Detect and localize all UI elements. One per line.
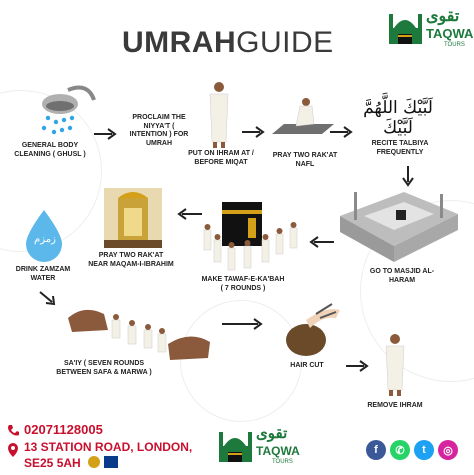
location-pin-icon <box>6 442 20 458</box>
step-zamzam-label: DRINK ZAMZAM WATER <box>15 266 71 282</box>
phone-icon <box>6 424 20 438</box>
twitter-icon[interactable]: t <box>414 440 434 460</box>
maqam-ibrahim-image <box>104 188 162 248</box>
arrow-left-icon <box>308 236 334 248</box>
arrow-right-icon <box>94 128 120 140</box>
logo-sub: TOURS <box>444 42 465 48</box>
step-ihram-label: PUT ON IHRAM AT / BEFORE MIQAT <box>188 150 254 166</box>
step-niyyat-label: PROCLAIM THE NIYYA'T ( INTENTION ) FOR UMRAH <box>129 114 189 147</box>
arrow-left-icon <box>176 208 202 220</box>
pilgrim-remove-ihram-figure <box>380 332 410 398</box>
step-ghusl-label: GENERAL BODY CLEANING ( GHUSL ) <box>14 142 86 158</box>
logo-sub: TOURS <box>272 459 293 465</box>
zamzam-arabic: زمزم <box>34 234 56 245</box>
arrow-right-icon <box>242 126 268 138</box>
iata-badge-icon <box>104 456 118 468</box>
talbiya-calligraphy: لَبَّيْكَ اللَّهُمَّ لَبَّيْكَ <box>363 98 433 138</box>
saiy-safa-marwa-image <box>64 300 214 362</box>
logo-arabic: تقوى <box>256 425 288 442</box>
step-remove-ihram-label: REMOVE IHRAM <box>367 402 423 409</box>
arrow-down-icon <box>402 166 414 188</box>
taqwa-logo-bottom <box>218 424 298 470</box>
hair-cut-image <box>276 300 346 360</box>
atol-badge-icon <box>88 456 100 468</box>
logo-name: TAQWA <box>256 444 300 458</box>
masjid-al-haram-image <box>334 186 462 266</box>
shower-icon <box>28 80 98 140</box>
logo-name: TAQWA <box>426 26 474 41</box>
step-nafl-label: PRAY TWO RAK'AT NAFL <box>272 152 338 168</box>
step-haircut-label: HAIR CUT <box>290 362 324 369</box>
contact-address-line2: SE25 5AH <box>24 456 81 470</box>
instagram-icon[interactable]: ◎ <box>438 440 458 460</box>
contact-phone[interactable]: 02071128005 <box>24 422 103 437</box>
taqwa-logo <box>388 4 474 54</box>
tawaf-kaaba-image <box>198 196 304 274</box>
whatsapp-icon[interactable]: ✆ <box>390 440 410 460</box>
arrow-right-icon <box>222 318 266 330</box>
step-tawaf-label: MAKE TAWAF-E-KA'BAH ( 7 ROUNDS ) <box>201 276 285 292</box>
arrow-down-right-icon <box>38 290 58 308</box>
contact-address-line1: 13 STATION ROAD, LONDON, <box>24 440 193 454</box>
step-haram-label: GO TO MASJID AL-HARAM <box>369 268 435 284</box>
page-title: UMRAHGUIDE <box>122 26 334 59</box>
pilgrim-ihram-figure <box>204 80 234 150</box>
arrow-right-icon <box>346 360 372 372</box>
prayer-mat-figure <box>268 94 338 144</box>
step-talbiya-label: RECITE TALBIYA FREQUENTLY <box>371 140 429 156</box>
step-saiy-label: SA'IY ( SEVEN ROUNDS BETWEEN SAFA & MARWA ) <box>56 360 152 376</box>
logo-arabic: تقوى <box>426 8 460 25</box>
facebook-icon[interactable]: f <box>366 440 386 460</box>
step-maqam-label: PRAY TWO RAK'AT NEAR MAQAM-I-IBRAHIM <box>88 252 174 268</box>
